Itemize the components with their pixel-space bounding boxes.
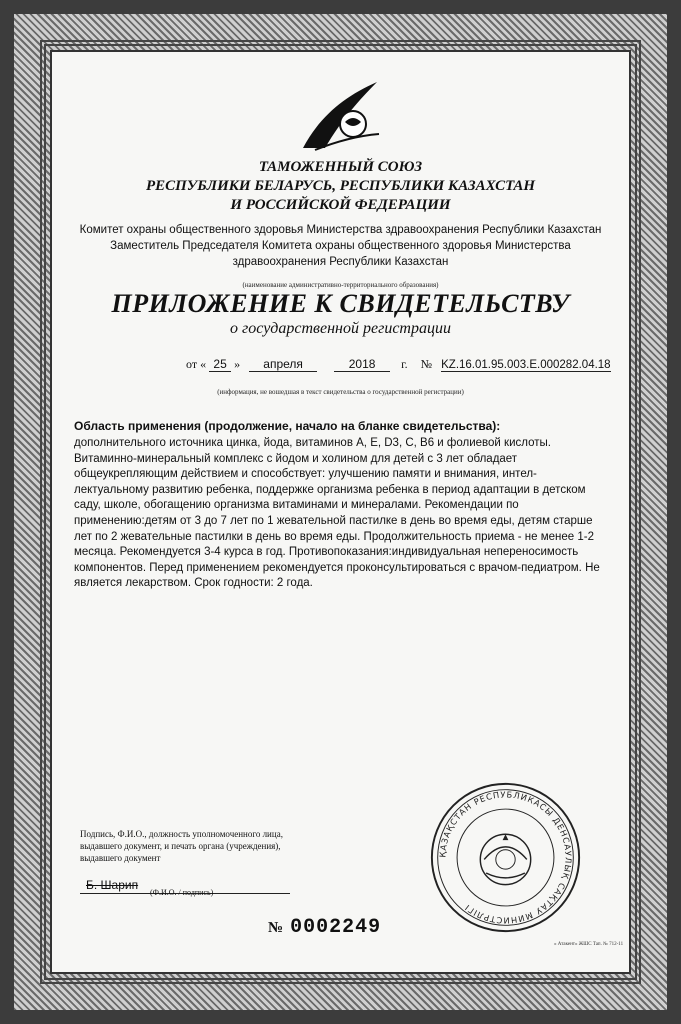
seal-text: ҚАЗАҚСТАН РЕСПУБЛИКАСЫ ДЕНСАУЛЫҚ САҚТАУ МИНИСТРЛІГІ [437,789,574,926]
authority-line-2: Заместитель Председателя Комитета охраны общественного здоровья Министерства [110,240,571,252]
registration-number: KZ.16.01.95.003.Е.000282.04.18 [441,359,611,371]
scope-line: саду, школе, обогащению организма витаминами и минералами. Рекомендации по [74,499,519,512]
authority-line-3: здравоохранения Республики Казахстан [232,256,449,268]
union-title-line-1: ТАМОЖЕННЫЙ СОЮЗ [258,159,423,175]
serial-value: 0002249 [290,916,382,939]
union-title-line-2: РЕСПУБЛИКИ БЕЛАРУСЬ, РЕСПУБЛИКИ КАЗАХСТАН [145,178,536,194]
scope-text [74,436,629,592]
scope-line: общеукрепляющим действием и способствует: улучшению памяти и внимания, интел- [74,468,537,481]
serial-sign: № [268,920,285,936]
print-mark: « Атакент» ЖШС Тап. № 712-11 [554,942,624,947]
signature-label-line-3: выдавшего документ [80,853,161,863]
date-close-quote: » [234,357,241,371]
scope-line: месяца. Рекомендуется 3-4 курса в год. Противопоказания:индивидуальная непереносимость [74,546,579,559]
document-subtitle: о государственной регистрации [230,320,451,337]
official-seal-icon [428,780,583,935]
authority-note: (наименование административно-территориального образования) [242,281,439,289]
scope-line: компонентов. Перед применением рекомендуется проконсультироваться с врачом-педиатром. Не [74,561,600,574]
signature-caption: (Ф.И.О. / подпись) [150,888,214,897]
union-title-line-3: И РОССИЙСКОЙ ФЕДЕРАЦИИ [230,197,451,213]
scope-line: Витаминно-минеральный комплекс с йодом и холином для детей с 3 лет обладает [74,452,518,465]
number-sign: № [420,357,433,371]
scope-line: лектуальному развитию ребенка, поддержке организма ребенка в период адаптации в детском [74,483,586,496]
signatory-name: Б. Шарип [86,878,139,892]
scope-line: применению:детям от 3 до 7 лет по 1 жевательной пастилке в день во время еды, детям старше [74,514,593,527]
scope-line: дополнительного источника цинка, йода, витаминов А, Е, D3, С, В6 и фолиевой кислоты. [74,437,551,449]
year-suffix: г. [401,357,408,371]
signature-label-line-1: Подпись, Ф.И.О., должность уполномоченного лица, [80,829,283,839]
signature-label [80,828,283,864]
serial-number [268,916,381,939]
date-prefix: от « [186,357,207,371]
document-title: ПРИЛОЖЕНИЕ К СВИДЕТЕЛЬСТВУ [111,289,570,318]
registration-year: 2018 [334,357,390,372]
scope-line: лет по 2 жевательные пастилки в день во время еды. Продолжительность приема - не менее 1-2 [74,530,595,543]
registration-day: 25 [209,357,231,372]
authority-line-1: Комитет охраны общественного здоровья Министерства здравоохранения Республики Казахстан [79,224,602,236]
customs-union-emblem-icon [295,76,385,156]
registration-date-line [186,357,611,372]
registration-note: (информация, не вошедшая в текст свидетельства о государственной регистрации) [217,388,464,396]
scope-heading: Область применения (продолжение, начало на бланке свидетельства): [74,419,501,433]
scope-line: является лекарством. Срок годности: 2 года. [74,577,313,590]
signature-label-line-2: выдавшего документ, и печать органа (учреждения), [80,841,281,851]
registration-month: апреля [249,357,317,372]
